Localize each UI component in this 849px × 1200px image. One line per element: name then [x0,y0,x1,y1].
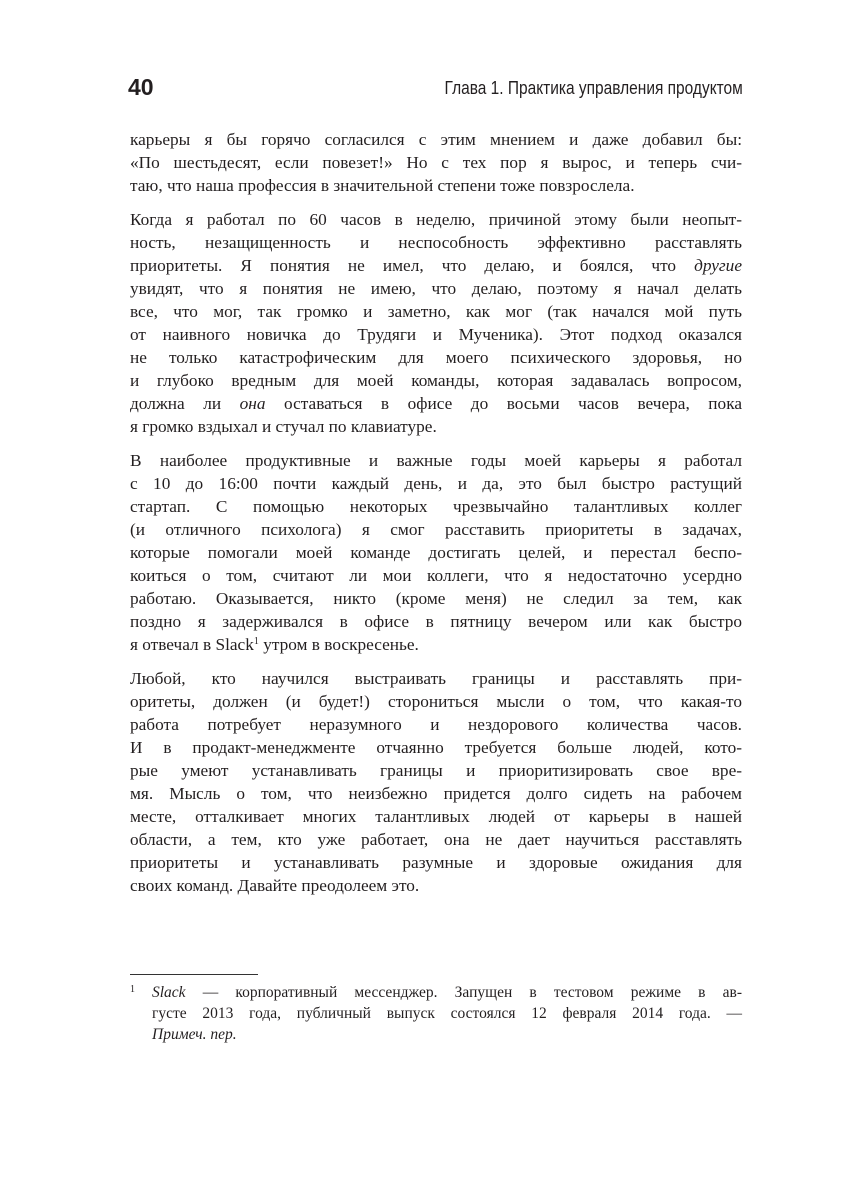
text-segment: — корпоративный мессенджер. Запущен в тестовом режиме в ав- [185,984,742,1001]
text-segment: оритеты, должен (и будет!) сторониться мысли о том, что какая-то [130,692,742,711]
text-segment: приоритеты и устанавливать разумные и здоровые ожидания для [130,853,742,872]
text-line [130,690,742,713]
text-line [130,174,742,197]
text-segment: увидят, что я понятия не имею, что делаю, поэтому я начал делать [130,279,742,298]
text-segment: утром в воскресенье. [258,635,419,654]
text-segment: ность, незащищенность и неспособность эффективно расставлять [130,233,742,252]
paragraph [130,667,742,897]
emphasis-text: Slack [152,984,186,1001]
text-segment: работаю. Оказывается, никто (кроме меня) не следил за тем, как [130,589,742,608]
emphasis-text: другие [694,256,742,275]
text-segment: стартап. С помощью некоторых чрезвычайно талантливых коллег [130,497,742,516]
footnote [130,982,742,1045]
footnote-text [152,982,742,1045]
text-line [130,472,742,495]
text-segment: должна ли [130,394,240,413]
text-segment: Любой, кто научился выстраивать границы и расставлять при- [130,669,742,688]
footnote-divider [130,974,258,975]
text-line [130,713,742,736]
text-segment: месте, отталкивает многих талантливых людей от карьеры в нашей [130,807,742,826]
body-text [130,128,742,908]
text-segment: я громко вздыхал и стучал по клавиатуре. [130,417,437,436]
text-line [130,208,742,231]
text-line [130,369,742,392]
text-segment: Когда я работал по 60 часов в неделю, причиной этому были неопыт- [130,210,742,229]
text-line [130,541,742,564]
text-line [130,736,742,759]
text-line [130,346,742,369]
text-line [152,982,742,1003]
text-segment: с 10 до 16:00 почти каждый день, и да, это был быстро растущий [130,474,742,493]
text-segment: карьеры я бы горячо согласился с этим мнением и даже добавил бы: [130,130,742,149]
text-segment: рые умеют устанавливать границы и приоритизировать свое вре- [130,761,742,780]
text-line [130,300,742,323]
text-line [130,277,742,300]
text-segment: я отвечал в Slack [130,635,254,654]
footnote-reference: 1 [253,636,259,647]
text-segment: таю, что наша профессия в значительной степени тоже повзрослела. [130,176,635,195]
text-line [130,323,742,346]
emphasis-text: Примеч. пер. [152,1026,237,1043]
text-segment: которые помогали моей команде достигать целей, и перестал беспо- [130,543,742,562]
text-line [130,851,742,874]
text-segment: области, а тем, кто уже работает, она не дает научиться расставлять [130,830,742,849]
text-segment: (и отличного психолога) я смог расставить приоритеты в задачах, [130,520,742,539]
text-segment: густе 2013 года, публичный выпуск состоялся 12 февраля 2014 года. — [152,1005,742,1022]
text-line [130,587,742,610]
text-line [152,1024,742,1045]
paragraph [130,128,742,197]
emphasis-text: она [239,394,266,413]
text-line [130,667,742,690]
text-segment: от наивного новичка до Трудяги и Мученика). Этот подход оказался [130,325,742,344]
text-segment: работа потребует неразумного и нездорового количества часов. [130,715,742,734]
text-line [152,1003,742,1024]
text-line [130,828,742,851]
text-line [130,759,742,782]
text-line [130,151,742,174]
text-segment: своих команд. Давайте преодолеем это. [130,876,420,895]
text-segment: коиться о том, считают ли мои коллеги, что я недостаточно усердно [130,566,742,585]
text-line [130,874,742,897]
text-line [130,449,742,472]
text-segment: не только катастрофическим для моего психического здоровья, но [130,348,742,367]
text-segment: поздно я задерживался в офисе в пятницу вечером или как быстро [130,612,742,631]
text-line [130,633,742,656]
text-segment: мя. Мысль о том, что неизбежно придется долго сидеть на рабочем [130,784,742,803]
page-number: 40 [128,74,154,100]
text-line [130,495,742,518]
text-segment: приоритеты. Я понятия не имел, что делаю, и боялся, что [130,256,695,275]
text-line [130,392,742,415]
paragraph [130,449,742,656]
text-line [130,415,742,438]
running-header: Глава 1. Практика управления продуктом [444,78,743,98]
footnote-mark: 1 [130,984,135,995]
text-line [130,610,742,633]
text-line [130,805,742,828]
text-line [130,128,742,151]
text-segment: В наиболее продуктивные и важные годы моей карьеры я работал [130,451,742,470]
text-segment: И в продакт-менеджменте отчаянно требуется больше людей, кото- [130,738,742,757]
text-line [130,254,742,277]
text-line [130,564,742,587]
text-segment: и глубоко вредным для моей команды, которая задавалась вопросом, [130,371,742,390]
text-segment: «По шестьдесят, если повезет!» Но с тех пор я вырос, и теперь счи- [130,153,742,172]
text-line [130,231,742,254]
text-line [130,782,742,805]
paragraph [130,208,742,438]
text-segment: все, что мог, так громко и заметно, как мог (так начался мой путь [130,302,742,321]
text-line [130,518,742,541]
text-segment: оставаться в офисе до восьми часов вечера, пока [265,394,742,413]
